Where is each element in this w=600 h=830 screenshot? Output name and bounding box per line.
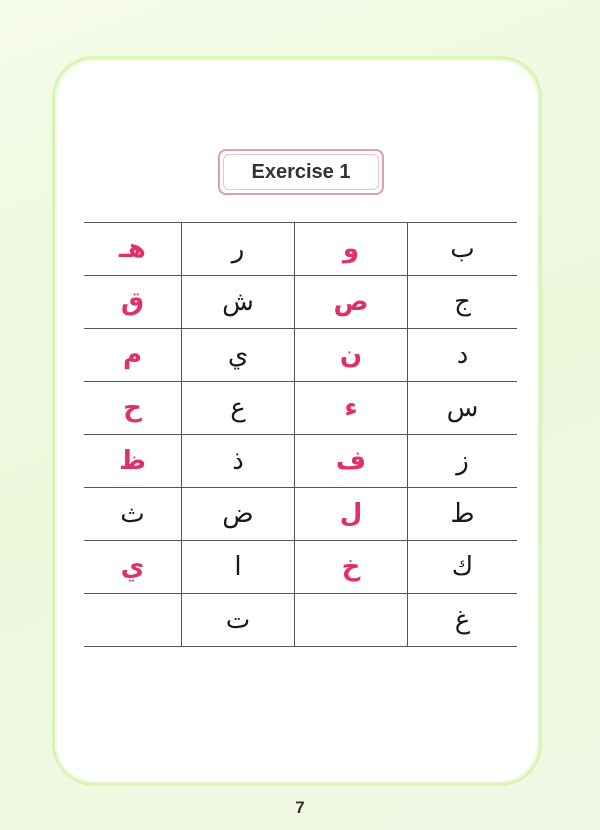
letter-cell: ث bbox=[84, 488, 182, 541]
letter-cell: ت bbox=[182, 594, 295, 647]
letter-cell: ج bbox=[408, 276, 518, 329]
letter-cell: ي bbox=[84, 541, 182, 594]
letter-cell: ل bbox=[295, 488, 408, 541]
letter-cell: ز bbox=[408, 435, 518, 488]
letter-cell: م bbox=[84, 329, 182, 382]
page-number: 7 bbox=[295, 798, 305, 817]
table-row bbox=[84, 276, 517, 329]
letter-cell: ش bbox=[182, 276, 295, 329]
letter-cell: ذ bbox=[182, 435, 295, 488]
letter-cell: ن bbox=[295, 329, 408, 382]
letter-cell: ي bbox=[182, 329, 295, 382]
table-row bbox=[84, 329, 517, 382]
table-row bbox=[84, 488, 517, 541]
letter-cell: و bbox=[295, 223, 408, 276]
table-row bbox=[84, 541, 517, 594]
letter-cell: غ bbox=[408, 594, 518, 647]
letter-cell: د bbox=[408, 329, 518, 382]
table-row bbox=[84, 435, 517, 488]
letter-cell: ح bbox=[84, 382, 182, 435]
letter-cell: ق bbox=[84, 276, 182, 329]
letter-cell: ص bbox=[295, 276, 408, 329]
letter-cell: ا bbox=[182, 541, 295, 594]
letter-cell: ف bbox=[295, 435, 408, 488]
letter-cell: ع bbox=[182, 382, 295, 435]
letter-cell bbox=[84, 594, 182, 647]
table-row bbox=[84, 382, 517, 435]
letter-cell: ب bbox=[408, 223, 518, 276]
letters-table bbox=[84, 222, 517, 647]
letter-cell: ط bbox=[408, 488, 518, 541]
letter-cell: ء bbox=[295, 382, 408, 435]
letter-cell: ر bbox=[182, 223, 295, 276]
table-row bbox=[84, 223, 517, 276]
exercise-title: Exercise 1 bbox=[251, 160, 351, 183]
table-row bbox=[84, 594, 517, 647]
letter-cell: ظ bbox=[84, 435, 182, 488]
letter-cell bbox=[295, 594, 408, 647]
exercise-title-box bbox=[218, 149, 384, 195]
letter-cell: ض bbox=[182, 488, 295, 541]
letter-cell: س bbox=[408, 382, 518, 435]
letter-cell: خ bbox=[295, 541, 408, 594]
letter-cell: ك bbox=[408, 541, 518, 594]
letter-cell: هـ bbox=[84, 223, 182, 276]
